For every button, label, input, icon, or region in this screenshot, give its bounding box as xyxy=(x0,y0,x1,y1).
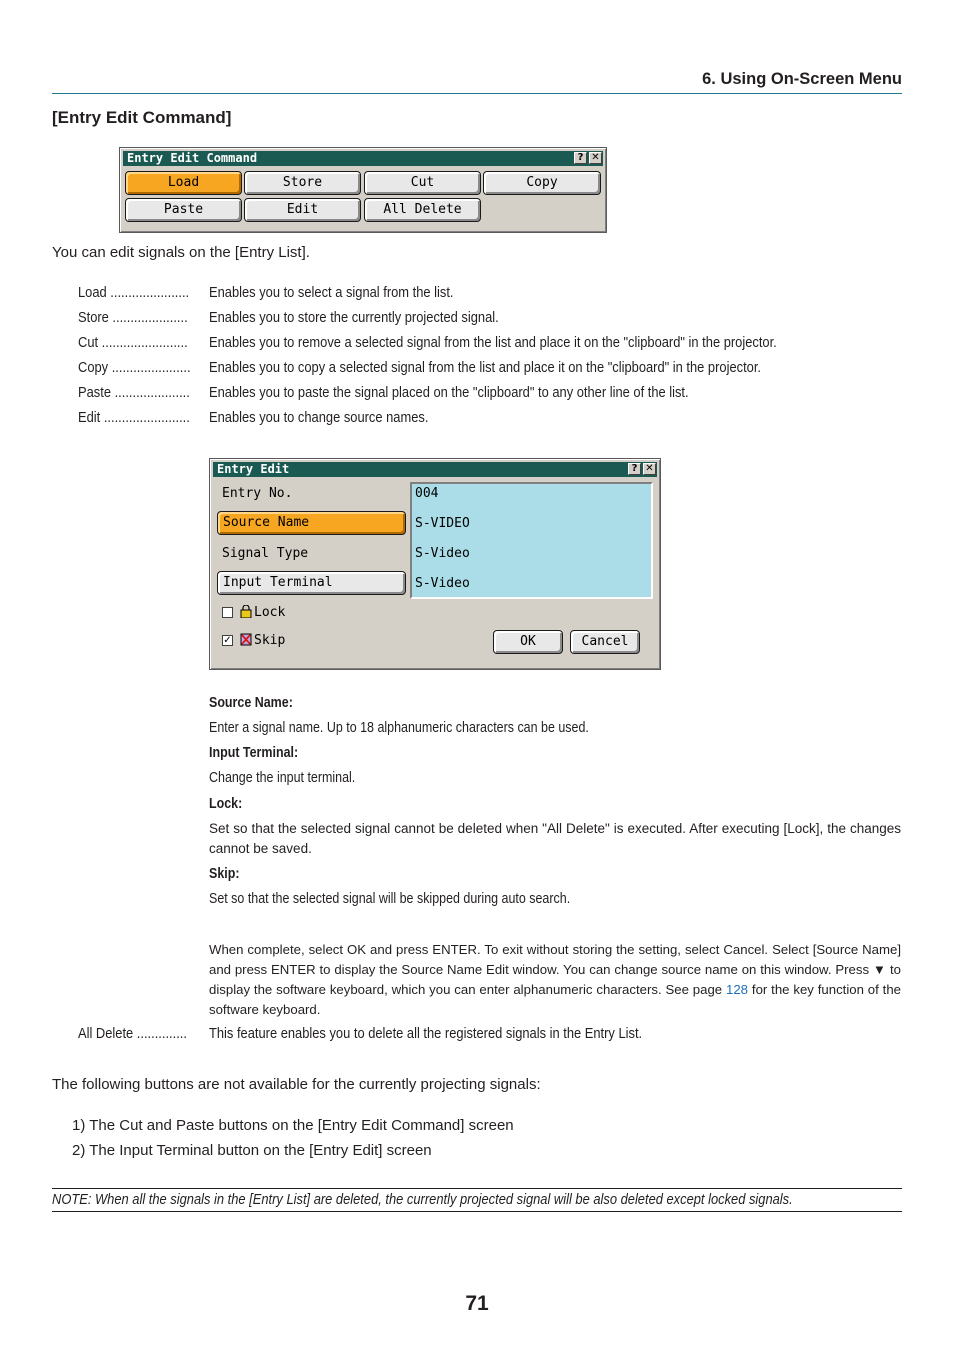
paste-button[interactable]: Paste xyxy=(125,198,242,222)
all-delete-button[interactable]: All Delete xyxy=(364,198,481,222)
def-desc-copy: Enables you to copy a selected signal from the list and place it on the "clipboard" in the projector. xyxy=(209,359,761,376)
lock-head: Lock: xyxy=(209,796,243,812)
note-box xyxy=(52,1188,902,1212)
def-term-all-delete: All Delete .............. xyxy=(78,1025,187,1042)
copy-button[interactable]: Copy xyxy=(483,171,601,195)
lock-label: Lock xyxy=(254,605,286,620)
input-terminal-button[interactable]: Input Terminal xyxy=(217,571,406,595)
skip-text: Set so that the selected signal will be skipped during auto search. xyxy=(209,891,571,907)
def-term-copy: Copy ...................... xyxy=(78,359,191,376)
following-item-2: 2) The Input Terminal button on the [Entry Edit] screen xyxy=(72,1142,432,1159)
store-button[interactable]: Store xyxy=(244,171,361,195)
skip-checkbox[interactable] xyxy=(222,635,233,646)
close-icon[interactable]: ✕ xyxy=(643,463,656,475)
dialog-title-bar xyxy=(123,151,603,166)
entry-no-label: Entry No. xyxy=(222,486,293,501)
source-name-button[interactable]: Source Name xyxy=(217,511,406,535)
entry-edit-dialog xyxy=(209,458,661,670)
following-item-1: 1) The Cut and Paste buttons on the [Entry Edit Command] screen xyxy=(72,1117,514,1134)
complete-text-1: When complete, select OK and press ENTER. To exit without storing the setting, select Cancel. Select [Source Name] and press ENTER to display the Source Name Edit window. You can change source name on this window. Press ▼ to display the software keyboard, which you can enter alphanumeric characters. See page xyxy=(209,942,901,997)
dialog-title: Entry Edit xyxy=(217,462,290,476)
lock-text xyxy=(209,819,901,859)
header-rule xyxy=(52,93,902,94)
def-desc-edit: Enables you to change source names. xyxy=(209,409,429,426)
dialog-title: Entry Edit Command xyxy=(127,151,258,165)
def-term-store: Store ..................... xyxy=(78,309,188,326)
source-name-head: Source Name: xyxy=(209,695,293,711)
note-text: NOTE: When all the signals in the [Entry List] are deleted, the currently projected signal will be also deleted except locked signals. xyxy=(52,1191,793,1208)
def-desc-load: Enables you to select a signal from the list. xyxy=(209,284,454,301)
skip-head: Skip: xyxy=(209,866,240,882)
def-term-load: Load ...................... xyxy=(78,284,190,301)
cancel-button[interactable]: Cancel xyxy=(570,630,640,654)
running-header: 6. Using On-Screen Menu xyxy=(702,70,902,88)
input-terminal-text: Change the input terminal. xyxy=(209,770,356,786)
edit-button[interactable]: Edit xyxy=(244,198,361,222)
ok-button[interactable]: OK xyxy=(493,630,563,654)
def-term-paste: Paste ..................... xyxy=(78,384,190,401)
source-name-text: Enter a signal name. Up to 18 alphanumeric characters can be used. xyxy=(209,720,589,736)
def-desc-store: Enables you to store the currently projected signal. xyxy=(209,309,499,326)
page-number: 71 xyxy=(465,1292,489,1315)
source-name-value: S-VIDEO xyxy=(415,516,470,531)
entry-values-panel xyxy=(410,482,653,599)
def-term-cut: Cut ........................ xyxy=(78,334,188,351)
lock-checkbox[interactable] xyxy=(222,607,233,618)
entry-no-value: 004 xyxy=(415,486,439,501)
entry-edit-command-dialog xyxy=(119,147,607,233)
def-desc-cut: Enables you to remove a selected signal from the list and place it on the "clipboard" in the projector. xyxy=(209,334,777,351)
dialog-title-bar xyxy=(213,462,657,477)
def-desc-all-delete: This feature enables you to delete all the registered signals in the Entry List. xyxy=(209,1025,643,1042)
lock-icon xyxy=(240,605,252,618)
input-terminal-value: S-Video xyxy=(415,576,470,591)
def-term-edit: Edit ........................ xyxy=(78,409,190,426)
lock-text-content: Set so that the selected signal cannot be deleted when "All Delete" is executed. After executing [Lock], the changes cannot be saved. xyxy=(209,821,901,856)
section-title: [Entry Edit Command] xyxy=(52,108,232,127)
help-icon[interactable]: ? xyxy=(628,463,641,475)
intro-text: You can edit signals on the [Entry List]. xyxy=(52,244,310,261)
following-intro: The following buttons are not available for the currently projecting signals: xyxy=(52,1076,541,1093)
complete-text-2: for the key function of the software keyboard. xyxy=(209,982,901,1017)
def-desc-paste: Enables you to paste the signal placed on the "clipboard" to any other line of the list. xyxy=(209,384,689,401)
check-mark: ✓ xyxy=(223,635,232,646)
load-button[interactable]: Load xyxy=(125,171,242,195)
signal-type-label: Signal Type xyxy=(222,546,309,561)
cut-button[interactable]: Cut xyxy=(364,171,481,195)
complete-paragraph xyxy=(209,940,901,1020)
input-terminal-head: Input Terminal: xyxy=(209,745,299,761)
signal-type-value: S-Video xyxy=(415,546,470,561)
page-link[interactable]: 128 xyxy=(726,982,749,997)
close-icon[interactable]: ✕ xyxy=(589,152,602,164)
skip-label: Skip xyxy=(254,633,286,648)
help-icon[interactable]: ? xyxy=(574,152,587,164)
skip-icon xyxy=(240,633,252,646)
